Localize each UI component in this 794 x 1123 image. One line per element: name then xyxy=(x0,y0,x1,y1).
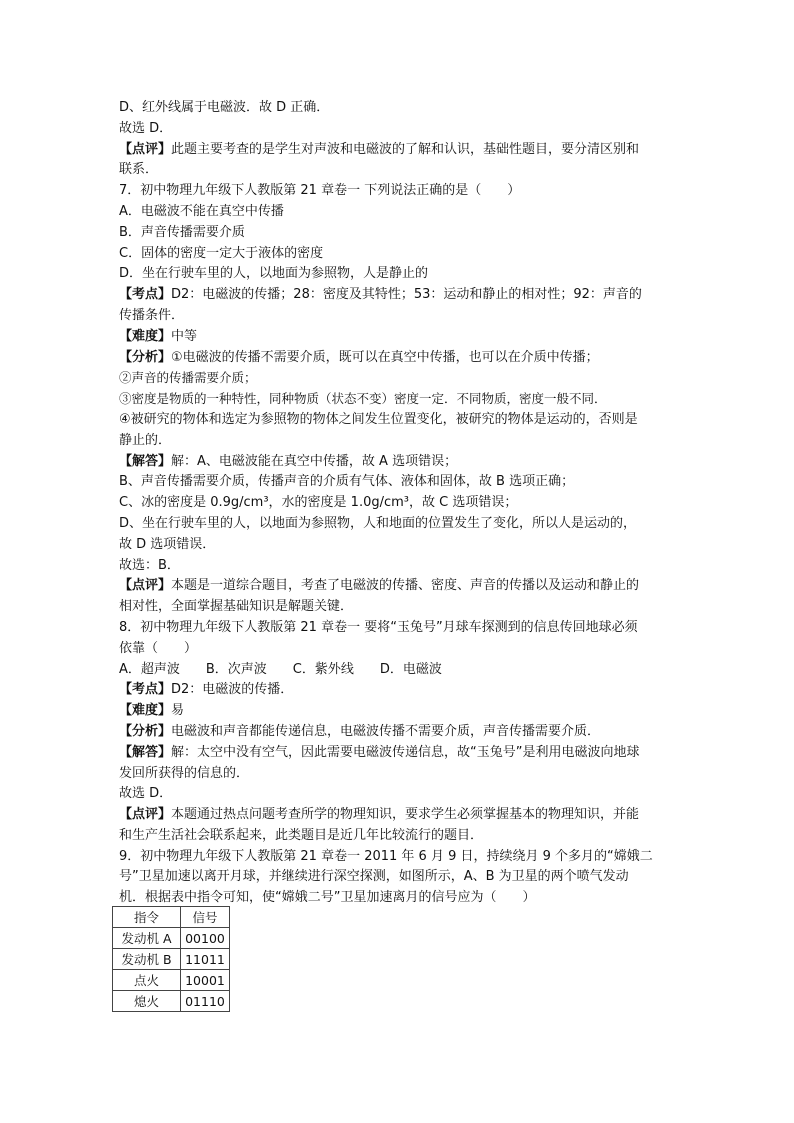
line-text: 中等 xyxy=(171,328,198,344)
table-cell: 点火 xyxy=(113,970,181,991)
line-text: 故选：B． xyxy=(119,557,180,573)
text-line xyxy=(119,327,685,348)
table-header-cell: 指令 xyxy=(113,907,181,928)
table-header-cell: 信号 xyxy=(181,907,230,928)
line-text: C．固体的密度一定大于液体的密度 xyxy=(119,245,324,261)
text-line xyxy=(119,639,685,660)
text-line xyxy=(119,764,685,785)
section-tag: 【点评】 xyxy=(119,578,172,594)
section-tag: 【分析】 xyxy=(119,349,172,365)
text-line xyxy=(119,306,685,327)
line-text: 易 xyxy=(171,703,185,719)
text-line xyxy=(119,181,685,202)
text-line xyxy=(119,140,685,161)
text-line xyxy=(119,514,685,535)
line-text: ④被研究的物体和选定为参照物的物体之间发生位置变化，被研究的物体是运动的，否则是 xyxy=(119,411,638,427)
line-text: D、坐在行驶车里的人，以地面为参照物，人和地面的位置发生了变化，所以人是运动的， xyxy=(119,515,637,531)
line-text: 联系． xyxy=(119,162,159,178)
line-text: 故 D 选项错误． xyxy=(119,536,216,552)
line-text: C、冰的密度是 0.9g/cm³，水的密度是 1.0g/cm³，故 C 选项错误； xyxy=(119,495,518,511)
text-line xyxy=(119,618,685,639)
text-line xyxy=(119,244,685,265)
text-line xyxy=(119,680,685,701)
text-line xyxy=(119,264,685,285)
text-line xyxy=(119,410,685,431)
section-tag: 【点评】 xyxy=(119,141,172,157)
line-text: ③密度是物质的一种特性，同种物质（状态不变）密度一定．不同物质，密度一般不同． xyxy=(119,391,607,407)
text-line xyxy=(119,160,685,181)
line-text: 解：A、电磁波能在真空中传播，故 A 选项错误； xyxy=(171,453,458,469)
text-line xyxy=(119,701,685,722)
document-body xyxy=(119,98,685,909)
text-line xyxy=(119,368,685,389)
table-row xyxy=(113,970,230,991)
text-line xyxy=(119,285,685,306)
section-tag: 【考点】 xyxy=(119,682,172,698)
table-header-row xyxy=(113,907,230,928)
section-tag: 【难度】 xyxy=(119,328,172,344)
text-line xyxy=(119,660,685,681)
line-text: 号”卫星加速以离开月球，并继续进行深空探测，如图所示，A、B 为卫星的两个喷气发动 xyxy=(119,869,629,885)
text-line xyxy=(119,743,685,764)
table-cell: 00100 xyxy=(181,928,230,949)
section-tag: 【点评】 xyxy=(119,807,172,823)
line-text: 故选 D． xyxy=(119,120,173,136)
line-text: A．电磁波不能在真空中传播 xyxy=(119,203,284,219)
text-line xyxy=(119,556,685,577)
signal-table xyxy=(112,906,230,1012)
table-cell: 10001 xyxy=(181,970,230,991)
line-text: B．声音传播需要介质 xyxy=(119,224,245,240)
line-text: 9．初中物理九年级下人教版第 21 章卷一 2011 年 6 月 9 日，持续绕月 9 个多月的“嫦娥二 xyxy=(119,848,653,864)
line-text: 本题通过热点问题考查所学的物理知识，要求学生必须掌握基本的物理知识，并能 xyxy=(171,807,640,823)
text-line xyxy=(119,202,685,223)
text-line xyxy=(119,722,685,743)
line-text: 7．初中物理九年级下人教版第 21 章卷一 下列说法正确的是（ ） xyxy=(119,183,521,199)
line-text: D2：电磁波的传播；28：密度及其特性；53：运动和静止的相对性；92：声音的 xyxy=(171,287,642,303)
text-line xyxy=(119,535,685,556)
line-text: ①电磁波的传播不需要介质，既可以在真空中传播，也可以在介质中传播； xyxy=(171,349,599,365)
line-text: A．超声波 B．次声波 C．紫外线 D．电磁波 xyxy=(119,661,442,677)
section-tag: 【分析】 xyxy=(119,723,172,739)
text-line xyxy=(119,452,685,473)
line-text: 发回所获得的信息的． xyxy=(119,765,250,781)
text-line xyxy=(119,223,685,244)
text-line xyxy=(119,431,685,452)
line-text: B、声音传播需要介质，传播声音的介质有气体、液体和固体，故 B 选项正确； xyxy=(119,474,575,490)
text-line xyxy=(119,805,685,826)
table-cell: 11011 xyxy=(181,949,230,970)
line-text: 电磁波和声音都能传递信息，电磁波传播不需要介质，声音传播需要介质． xyxy=(171,723,601,739)
table-cell: 发动机 B xyxy=(113,949,181,970)
line-text: 本题是一道综合题目，考查了电磁波的传播、密度、声音的传播以及运动和静止的 xyxy=(171,578,640,594)
line-text: 故选 D． xyxy=(119,786,173,802)
text-line xyxy=(119,576,685,597)
line-text: 机．根据表中指令可知，使“嫦娥二号”卫星加速离月的信号应为（ ） xyxy=(119,890,536,906)
line-text: D2：电磁波的传播． xyxy=(171,682,294,698)
text-line xyxy=(119,784,685,805)
line-text: 此题主要考查的是学生对声波和电磁波的了解和认识，基础性题目，要分清区别和 xyxy=(171,141,640,157)
line-text: D、红外线属于电磁波．故 D 正确． xyxy=(119,100,330,115)
section-tag: 【难度】 xyxy=(119,703,172,719)
line-text: 静止的． xyxy=(119,432,172,448)
table-row xyxy=(113,949,230,970)
text-line xyxy=(119,119,685,140)
text-line xyxy=(119,98,685,119)
text-line xyxy=(119,348,685,369)
line-text: 和生产生活社会联系起来，此类题目是近几年比较流行的题目． xyxy=(119,827,484,843)
line-text: D．坐在行驶车里的人，以地面为参照物，人是静止的 xyxy=(119,266,429,282)
text-line xyxy=(119,597,685,618)
text-line xyxy=(119,472,685,493)
table-row xyxy=(113,928,230,949)
line-text: 相对性，全面掌握基础知识是解题关键． xyxy=(119,599,354,615)
section-tag: 【解答】 xyxy=(119,744,172,760)
line-text: 传播条件． xyxy=(119,307,185,323)
line-text: 解：太空中没有空气，因此需要电磁波传递信息，故“玉兔号”是利用电磁波向地球 xyxy=(171,744,640,760)
line-text: 依靠（ ） xyxy=(119,640,198,656)
section-tag: 【考点】 xyxy=(119,287,172,303)
text-line xyxy=(119,826,685,847)
text-line xyxy=(119,389,685,410)
text-line xyxy=(119,493,685,514)
table-cell: 01110 xyxy=(181,991,230,1012)
text-line xyxy=(119,867,685,888)
table-cell: 熄火 xyxy=(113,991,181,1012)
text-line xyxy=(119,847,685,868)
line-text: ②声音的传播需要介质； xyxy=(119,370,257,386)
line-text: 8．初中物理九年级下人教版第 21 章卷一 要将“玉兔号”月球车探测到的信息传回地球必须 xyxy=(119,619,638,635)
table-cell: 发动机 A xyxy=(113,928,181,949)
section-tag: 【解答】 xyxy=(119,453,172,469)
table-row xyxy=(113,991,230,1012)
